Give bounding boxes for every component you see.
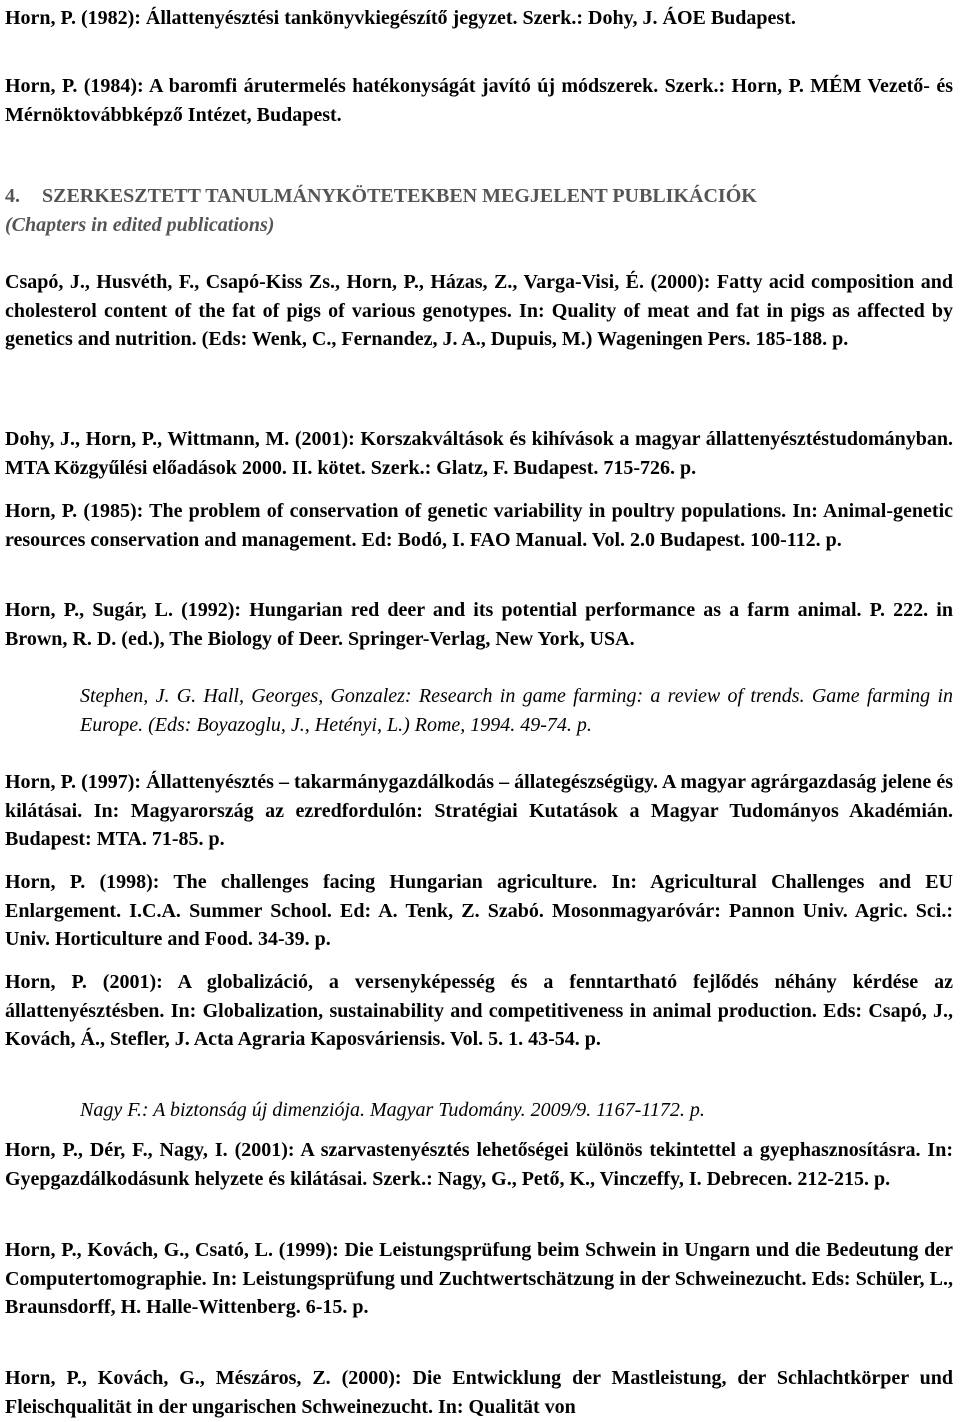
- section-subtitle: (Chapters in edited publications): [5, 213, 275, 236]
- reference-horn-kovach-meszaros-2000: Horn, P., Kovách, G., Mészáros, Z. (2000): Die Entwicklung der Mastleistung, der Schlachtkörper und Fleischqualität in der ungarischen Schweinezucht. In: Qualität von: [5, 1367, 953, 1418]
- section-heading: [5, 182, 955, 239]
- reference-stephen-hall: Stephen, J. G. Hall, Georges, Gonzalez: Research in game farming: a review of trends. Game farming in Europe. (Eds: Boyazoglu, J., Hetényi, L.) Rome, 1994. 49-74. p.: [80, 685, 953, 736]
- reference-horn-kovach-csato-1999: Horn, P., Kovách, G., Csató, L. (1999): Die Leistungsprüfung beim Schwein in Ungarn und die Bedeutung der Computertomographie. In: Leistungsprüfung und Zuchtwertschätzung in der Schweinezucht. Eds: Schüler, L., Braunsdorff, H. Halle-Wittenberg. 6-15. p.: [5, 1239, 953, 1319]
- section-title: SZERKESZTETT TANULMÁNYKÖTETEKBEN MEGJELENT PUBLIKÁCIÓK: [42, 185, 757, 207]
- reference-horn-1997: Horn, P. (1997): Állattenyésztés – takarmánygazdálkodás – állategészségügy. A magyar agrárgazdaság jelene és kilátásai. In: Magyarország az ezredfordulón: Stratégiai Kutatások a Magyar Tudományos Akadémián. Budapest: MTA. 71-85. p.: [5, 771, 953, 851]
- reference-nagy-2009: Nagy F.: A biztonság új dimenziója. Magyar Tudomány. 2009/9. 1167-1172. p.: [80, 1099, 705, 1121]
- reference-horn-sugar-1992: Horn, P., Sugár, L. (1992): Hungarian red deer and its potential performance as a farm animal. P. 222. in Brown, R. D. (ed.), The Biology of Deer. Springer-Verlag, New York, USA.: [5, 599, 953, 650]
- reference-horn-der-nagy-2001: Horn, P., Dér, F., Nagy, I. (2001): A szarvastenyésztés lehetőségei különös tekintettel a gyephasznosításra. In: Gyepgazdálkodásunk helyzete és kilátásai. Szerk.: Nagy, G., Pető, K., Vinczeffy, I. Debrecen. 212-215. p.: [5, 1139, 953, 1190]
- reference-dohy-2001: Dohy, J., Horn, P., Wittmann, M. (2001): Korszakváltások és kihívások a magyar állattenyésztéstudományban. MTA Közgyűlési előadások 2000. II. kötet. Szerk.: Glatz, F. Budapest. 715-726. p.: [5, 428, 953, 479]
- reference-csapo-2000: Csapó, J., Husvéth, F., Csapó-Kiss Zs., Horn, P., Házas, Z., Varga-Visi, É. (2000): Fatty acid composition and cholesterol content of the fat of pigs of various genotypes. In: Quality of meat and fat in pigs as affected by genetics and nutrition. (Eds: Wenk, C., Fernandez, J. A., Dupuis, M.) Wageningen Pers. 185-188. p.: [5, 271, 953, 351]
- reference-horn-1982: Horn, P. (1982): Állattenyésztési tankönyvkiegészítő jegyzet. Szerk.: Dohy, J. ÁOE Budapest.: [5, 7, 796, 29]
- section-number: 4.: [5, 185, 20, 207]
- reference-horn-1984: Horn, P. (1984): A baromfi árutermelés hatékonyságát javító új módszerek. Szerk.: Horn, P. MÉM Vezető- és Mérnöktovábbképző Intézet, Budapest.: [5, 75, 953, 126]
- reference-horn-2001: Horn, P. (2001): A globalizáció, a versenyképesség és a fenntartható fejlődés néhány kérdése az állattenyésztésben. In: Globalization, sustainability and competitiveness in animal production. Eds: Csapó, J., Kovách, Á., Stefler, J. Acta Agraria Kaposváriensis. Vol. 5. 1. 43-54. p.: [5, 971, 953, 1051]
- reference-horn-1985: Horn, P. (1985): The problem of conservation of genetic variability in poultry populations. In: Animal-genetic resources conservation and management. Ed: Bodó, I. FAO Manual. Vol. 2.0 Budapest. 100-112. p.: [5, 500, 953, 551]
- reference-horn-1998: Horn, P. (1998): The challenges facing Hungarian agriculture. In: Agricultural Challenges and EU Enlargement. I.C.A. Summer School. Ed: A. Tenk, Z. Szabó. Mosonmagyaróvár: Pannon Univ. Agric. Sci.: Univ. Horticulture and Food. 34-39. p.: [5, 871, 953, 951]
